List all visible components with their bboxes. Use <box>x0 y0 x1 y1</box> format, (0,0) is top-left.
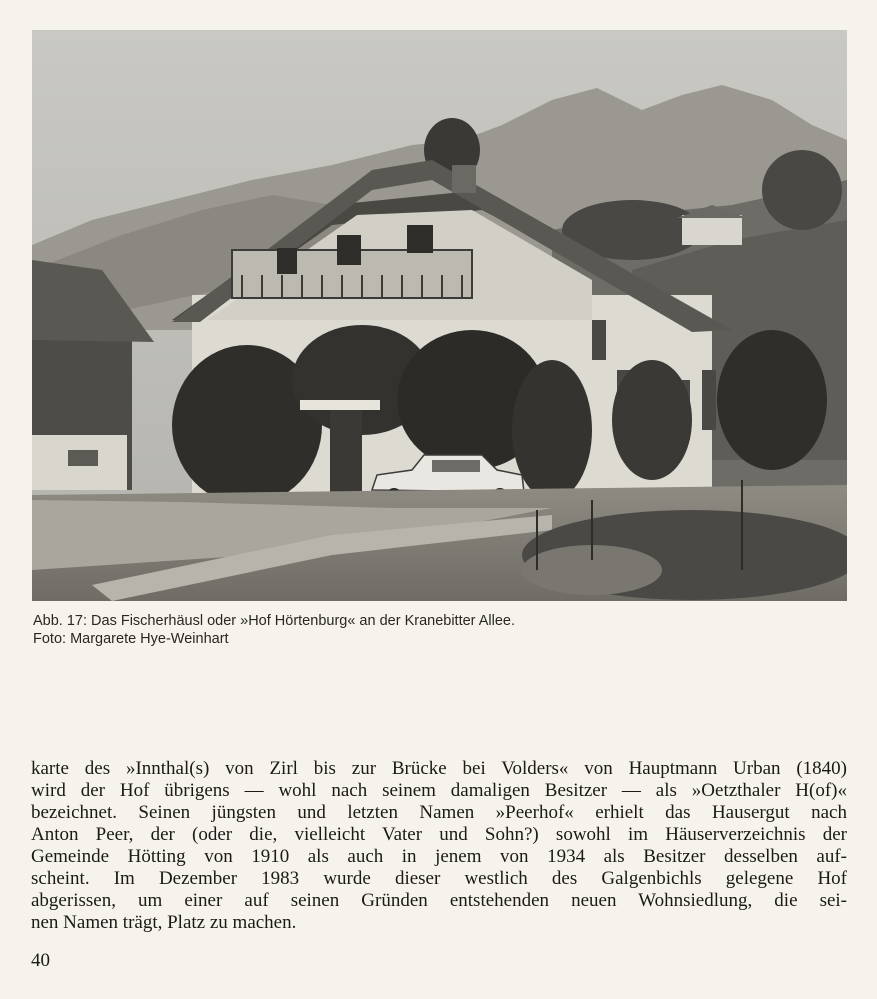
body-line: Anton Peer, der (oder die, vielleicht Vater und Sohn?) sowohl im Häuserverzeichnis der <box>31 824 847 845</box>
body-paragraph <box>31 758 847 934</box>
caption-title: Abb. 17: Das Fischerhäusl oder »Hof Hörtenburg« an der Kranebitter Allee. <box>33 613 515 629</box>
body-line: wird der Hof übrigens — wohl nach seinem damaligen Besitzer — als »Oetzthaler H(of)« <box>31 780 847 801</box>
figure-photo <box>32 30 847 601</box>
body-line: scheint. Im Dezember 1983 wurde dieser westlich des Galgenbichls gelegene Hof <box>31 868 847 889</box>
body-line: karte des »Innthal(s) von Zirl bis zur Brücke bei Volders« von Hauptmann Urban (1840) <box>31 758 847 779</box>
body-line: abgerissen, um einer auf seinen Gründen entstehenden neuen Wohnsiedlung, die sei- <box>31 890 847 911</box>
farmhouse-photo-illustration <box>32 30 847 601</box>
page-number: 40 <box>31 950 50 971</box>
figure-caption <box>33 612 845 648</box>
body-line: nen Namen trägt, Platz zu machen. <box>31 912 297 933</box>
caption-photo-credit: Foto: Margarete Hye-Weinhart <box>33 631 229 647</box>
body-line: bezeichnet. Seinen jüngsten und letzten Namen »Peerhof« erhielt das Hausergut nach <box>31 802 847 823</box>
body-line: Gemeinde Hötting von 1910 als auch in jenem von 1934 als Besitzer desselben auf- <box>31 846 847 867</box>
